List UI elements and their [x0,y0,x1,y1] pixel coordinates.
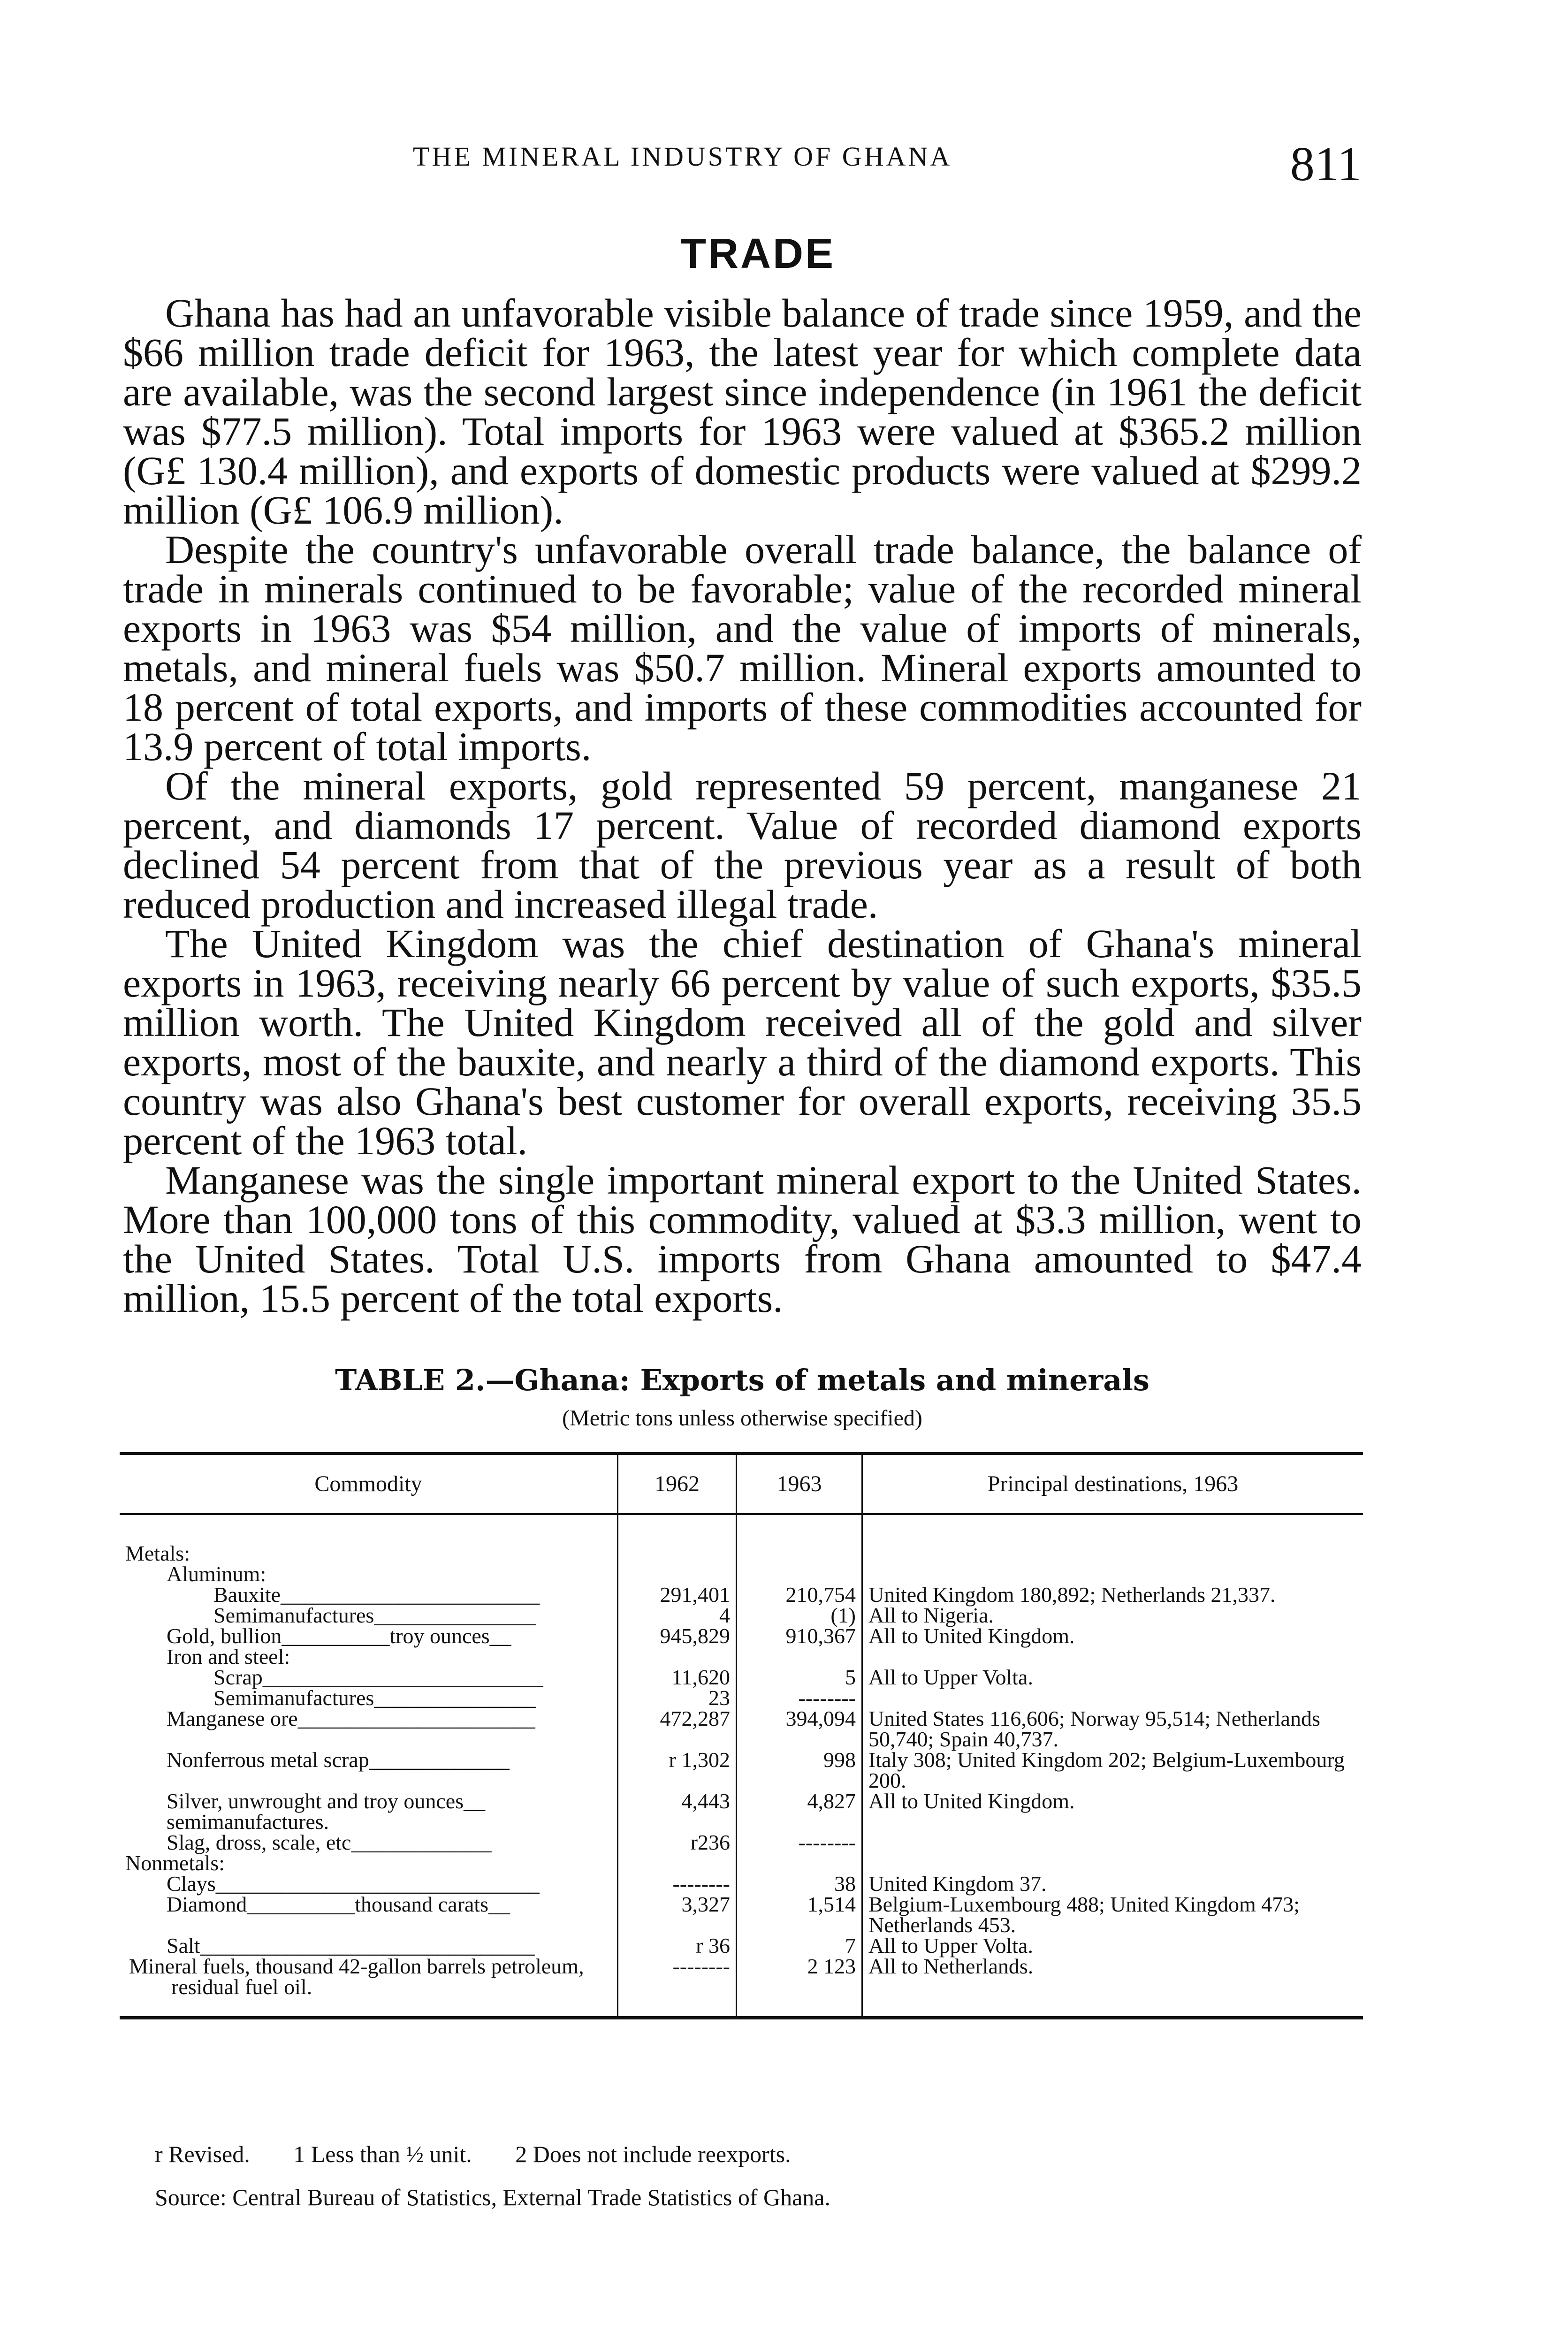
value-1962-cell: 11,620 [618,1667,737,1688]
destination-cell: All to Upper Volta. [862,1667,1363,1688]
paragraph: Of the mineral exports, gold represented 59 percent, manganese 21 percent, and diamonds 17 percent. Value of recorded diamond exports declined 54 percent from that of the previous year as a result of both reduced production and increased illegal trade. [123,763,1362,927]
commodity-cell: Nonmetals: [125,1851,225,1875]
value-1962-cell: 4 [618,1605,737,1626]
value-1962-cell: r 1,302 [618,1750,737,1791]
value-1963-cell: 210,754 [737,1584,862,1605]
table-row [120,1894,1363,1935]
paragraph: Ghana has had an unfavorable visible balance of trade since 1959, and the $66 million trade deficit for 1963, the latest year for which complete data are available, was the second largest since independence (in 1961 the deficit was $77.5 million). Total imports for 1963 were valued at $365.2 million (G£ 130.4 million), and exports of domestic products were valued at $299.2 million (G£ 106.9 million). [123,290,1362,533]
body-text [123,290,1362,1321]
value-1963-cell: 4,827 [737,1791,862,1832]
table-row [120,1832,1363,1853]
value-1962-cell: r236 [618,1832,737,1853]
table-row [120,1646,1363,1667]
value-1962-cell: 472,287 [618,1708,737,1750]
value-1963-cell: 910,367 [737,1626,862,1646]
value-1963-cell: 5 [737,1667,862,1688]
destination-cell: Italy 308; United Kingdom 202; Belgium-Luxembourg 200. [862,1750,1363,1791]
value-1962-cell: 4,443 [618,1791,737,1832]
value-1963-cell: 1,514 [737,1894,862,1935]
footnote-revised: r Revised. [155,2141,250,2167]
destination-cell [862,1853,1363,1874]
commodity-cell: Salt_______________________________ [167,1934,535,1958]
table-row [120,1584,1363,1605]
running-title: THE MINERAL INDUSTRY OF GHANA [413,141,952,172]
table-subtitle: (Metric tons unless otherwise specified) [562,1406,922,1431]
table-row [120,1791,1363,1832]
destination-cell [862,1832,1363,1853]
commodity-cell: Silver, unwrought and troy ounces__ semimanufactures. [167,1789,486,1834]
destination-cell: All to United Kingdom. [862,1626,1363,1646]
table-row [120,1605,1363,1626]
value-1962-cell [618,1514,737,1564]
paragraph: Manganese was the single important mineral export to the United States. More than 100,000 tons of this commodity, valued at $3.3 million, went to the United States. Total U.S. imports from Ghana amounted to $47.4 million, 15.5 percent of the total exports. [123,1158,1362,1321]
table-row [120,1564,1363,1584]
value-1962-cell: -------- [618,1956,737,2018]
commodity-cell: Diamond__________thousand carats__ [167,1892,510,1916]
value-1962-cell: 3,327 [618,1894,737,1935]
value-1963-cell: 7 [737,1935,862,1956]
value-1963-cell: 2 123 [737,1956,862,2018]
paragraph: The United Kingdom was the chief destination of Ghana's mineral exports in 1963, receiving nearly 66 percent by value of such exports, $35.5 million worth. The United Kingdom received all of the gold and silver exports, most of the bauxite, and nearly a third of the diamond exports. This country was also Ghana's best customer for overall exports, receiving 35.5 percent of the 1963 total. [123,921,1362,1163]
commodity-cell: Clays______________________________ [167,1872,540,1896]
destination-cell: United Kingdom 37. [862,1874,1363,1894]
footnote-2: 2 Does not include reexports. [515,2141,791,2167]
destination-cell: All to Upper Volta. [862,1935,1363,1956]
value-1962-cell [618,1646,737,1667]
commodity-cell: Gold, bullion__________troy ounces__ [167,1624,511,1648]
value-1963-cell: -------- [737,1832,862,1853]
value-1963-cell: 394,094 [737,1708,862,1750]
col-header-1962: 1962 [618,1454,737,1514]
commodity-cell: Mineral fuels, thousand 42-gallon barrels petroleum, residual fuel oil. [120,1956,618,2018]
footnotes [155,2133,1351,2219]
table-row [120,1667,1363,1688]
table-row [120,1514,1363,1564]
footnote-1: 1 Less than ½ unit. [293,2141,472,2167]
section-title: TRADE [680,230,835,277]
table-row [120,1708,1363,1750]
destination-cell: All to United Kingdom. [862,1791,1363,1832]
value-1962-cell [618,1853,737,1874]
table-header-row [120,1454,1363,1514]
commodity-cell: Aluminum: [167,1562,266,1586]
paragraph: Despite the country's unfavorable overall trade balance, the balance of trade in minerals continued to be favorable; value of the recorded mineral exports in 1963 was $54 million, and the value of imports of minerals, metals, and mineral fuels was $50.7 million. Mineral exports amounted to 18 percent of total exports, and imports of these commodities accounted for 13.9 percent of total imports. [123,527,1362,769]
table-row [120,1688,1363,1708]
value-1963-cell [737,1514,862,1564]
commodity-cell: Nonferrous metal scrap_____________ [167,1748,510,1772]
value-1963-cell [737,1564,862,1584]
value-1962-cell: 23 [618,1688,737,1708]
value-1962-cell: -------- [618,1874,737,1894]
commodity-cell: Metals: [125,1541,190,1565]
col-header-commodity: Commodity [120,1454,618,1514]
value-1963-cell: (1) [737,1605,862,1626]
table-row [120,1750,1363,1791]
footnote-line [155,2133,1351,2176]
table-row [120,1935,1363,1956]
destination-cell [862,1688,1363,1708]
destination-cell [862,1564,1363,1584]
exports-table [120,1452,1363,2019]
destination-cell: United Kingdom 180,892; Netherlands 21,337. [862,1584,1363,1605]
value-1962-cell [618,1564,737,1584]
commodity-cell: Semimanufactures_______________ [213,1686,536,1710]
value-1963-cell [737,1646,862,1667]
commodity-cell: Slag, dross, scale, etc_____________ [167,1830,492,1854]
value-1963-cell: 38 [737,1874,862,1894]
table-row [120,1853,1363,1874]
table-title: TABLE 2.—Ghana: Exports of metals and minerals [335,1363,1149,1397]
col-header-destinations: Principal destinations, 1963 [862,1454,1363,1514]
table-row [120,1956,1363,2018]
destination-cell: All to Nigeria. [862,1605,1363,1626]
destination-cell [862,1646,1363,1667]
destination-cell [862,1514,1363,1564]
value-1962-cell: r 36 [618,1935,737,1956]
value-1963-cell: -------- [737,1688,862,1708]
commodity-cell: Semimanufactures_______________ [213,1603,536,1627]
commodity-cell: Manganese ore______________________ [167,1706,535,1730]
source-note: Source: Central Bureau of Statistics, External Trade Statistics of Ghana. [155,2184,830,2210]
destination-cell: All to Netherlands. [862,1956,1363,2018]
commodity-cell: Bauxite________________________ [213,1583,540,1607]
commodity-cell: Scrap__________________________ [213,1665,543,1689]
value-1963-cell: 998 [737,1750,862,1791]
commodity-cell: Iron and steel: [167,1645,290,1668]
col-header-1963: 1963 [737,1454,862,1514]
value-1963-cell [737,1853,862,1874]
destination-cell: United States 116,606; Norway 95,514; Netherlands 50,740; Spain 40,737. [862,1708,1363,1750]
table-row [120,1874,1363,1894]
table-row [120,1626,1363,1646]
page-number: 811 [1290,137,1362,191]
destination-cell: Belgium-Luxembourg 488; United Kingdom 473; Netherlands 453. [862,1894,1363,1935]
value-1962-cell: 291,401 [618,1584,737,1605]
value-1962-cell: 945,829 [618,1626,737,1646]
